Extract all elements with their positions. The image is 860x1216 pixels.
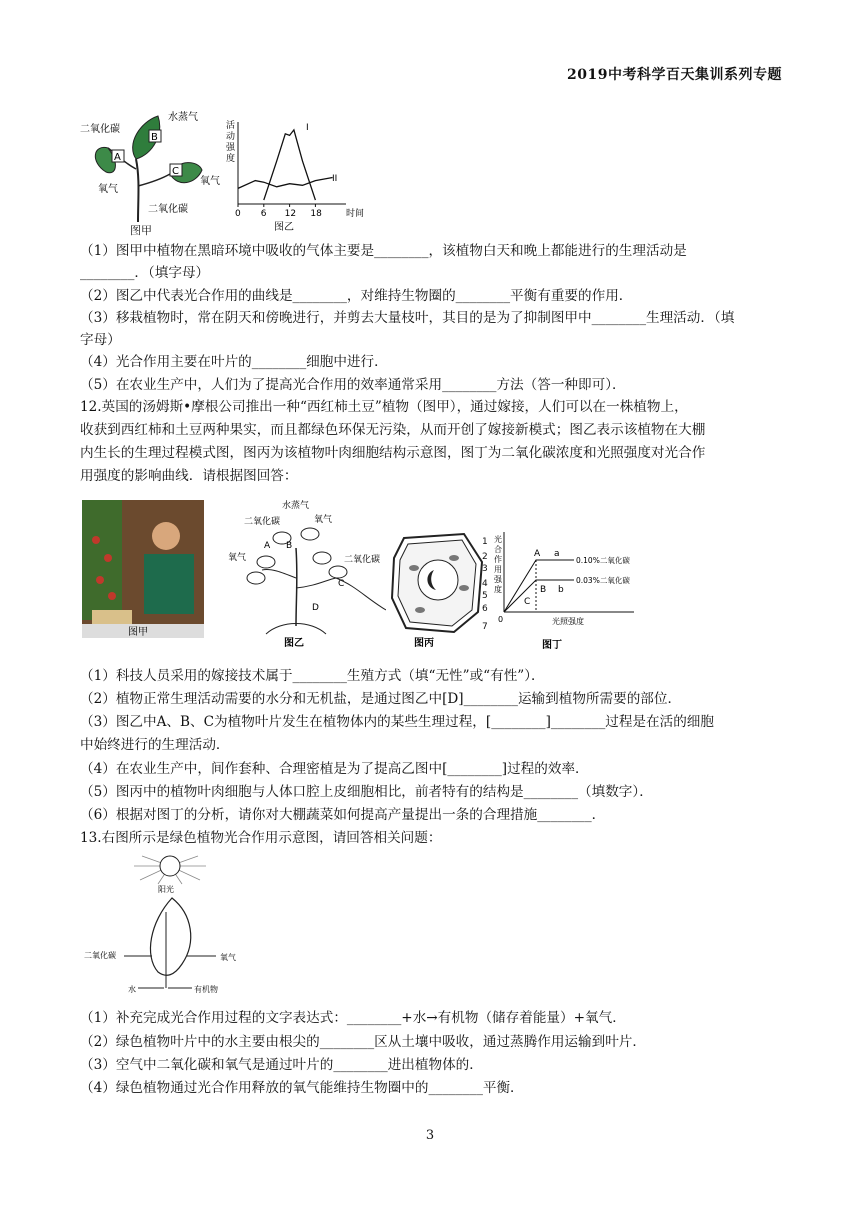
chart-caption: 图乙 [274, 222, 294, 233]
svg-text:氧气: 氧气 [98, 184, 118, 195]
svg-text:度: 度 [494, 585, 502, 594]
svg-text:B: B [286, 541, 293, 551]
figure-yi-plant-processes [226, 498, 386, 648]
q11-line: 字母） [80, 332, 121, 348]
figure-1-chart [222, 118, 382, 238]
svg-text:水: 水 [128, 985, 136, 994]
x-tick-label: 6 [260, 209, 267, 219]
series-label-II: II [332, 174, 338, 184]
q12-line: （6）根据对图丁的分析，请你对大棚蔬菜如何提高产量提出一条的合理措施________． [80, 807, 606, 823]
svg-text:D: D [312, 603, 319, 613]
svg-text:A: A [264, 541, 271, 551]
svg-text:光照强度: 光照强度 [552, 617, 584, 626]
svg-text:作: 作 [494, 555, 502, 564]
page-header: 2019中考科学百天集训系列专题 [567, 67, 782, 83]
svg-text:氧气: 氧气 [220, 953, 236, 962]
q12-line: 中始终进行的生理活动． [80, 737, 230, 753]
svg-text:用: 用 [494, 565, 502, 574]
svg-text:强: 强 [494, 575, 502, 584]
series-label-I: I [306, 123, 309, 133]
svg-text:二氧化碳: 二氧化碳 [344, 555, 381, 565]
svg-text:C: C [338, 579, 345, 589]
q11-line: （1）图甲中植物在黑暗环境中吸收的气体主要是________，该植物白天和晚上都能进行的生理活动是 [80, 243, 687, 259]
svg-text:图乙: 图乙 [284, 638, 304, 648]
svg-text:水蒸气: 水蒸气 [168, 112, 198, 123]
q12-line: （2）植物正常生理活动需要的水分和无机盐，是通过图乙中[D]________运输到植物所需要的部位． [80, 691, 682, 707]
q12-line: （1）科技人员采用的嫁接技术属于________生殖方式（填“无性”或“有性”）． [80, 668, 545, 684]
svg-text:氧气: 氧气 [200, 176, 220, 187]
svg-text:二氧化碳: 二氧化碳 [84, 951, 116, 960]
q11-line: （4）光合作用主要在叶片的________细胞中进行． [80, 354, 388, 370]
photo-tomato-potato-plant [82, 500, 204, 638]
q13-line: （2）绿色植物叶片中的水主要由根尖的________区从土壤中吸收，通过蒸腾作用运输到叶片． [80, 1034, 646, 1050]
svg-text:图丙: 图丙 [414, 638, 434, 649]
figure-ding-chart [494, 528, 654, 654]
q12-line: （4）在农业生产中，间作套种、合理密植是为了提高乙图中[________]过程的效率． [80, 761, 589, 777]
series-line-II [238, 178, 333, 189]
svg-text:C: C [524, 597, 531, 607]
page-number: 3 [425, 1128, 435, 1143]
svg-text:合: 合 [494, 545, 502, 554]
svg-text:B: B [540, 585, 547, 595]
chart-ylabel-4: 度 [226, 154, 236, 164]
x-tick-label: 0 [235, 209, 241, 219]
q12-line: （5）图丙中的植物叶肉细胞与人体口腔上皮细胞相比，前者特有的结构是________（填数字）． [80, 784, 653, 800]
q11-line: （2）图乙中代表光合作用的曲线是________，对维持生物圈的________平衡有重要的作用． [80, 288, 633, 304]
q13-line: （3）空气中二氧化碳和氧气是通过叶片的________进出植物体的． [80, 1057, 483, 1073]
svg-text:A: A [114, 152, 121, 163]
svg-text:0.03%二氧化碳: 0.03%二氧化碳 [576, 576, 630, 585]
svg-text:二氧化碳: 二氧化碳 [80, 124, 120, 135]
chart-ylabel-3: 强 [226, 143, 236, 153]
q11-line: ________．（填字母） [80, 265, 210, 281]
q12-intro-line: 收获到西红柿和土豆两种果实，而且都绿色环保无污染，从而开创了嫁接新模式；图乙表示该植物在大棚 [80, 422, 706, 438]
svg-text:图丁: 图丁 [542, 640, 562, 651]
chart-ylabel-1: 活 [226, 121, 236, 131]
svg-text:阳光: 阳光 [158, 885, 174, 894]
series-line-I [264, 130, 316, 200]
svg-text:光: 光 [494, 535, 502, 544]
figure-1-plant [78, 104, 228, 232]
cell-number-labels: 1 2 3 4 5 6 7 [482, 537, 488, 632]
figure-bing-leaf-cell [384, 528, 494, 650]
svg-text:氧气: 氧气 [228, 553, 247, 563]
svg-text:a: a [554, 549, 560, 559]
q12-intro-line: 12.英国的汤姆斯•摩根公司推出一种“西红柿土豆”植物（图甲），通过嫁接，人们可以在一株植物上， [80, 399, 688, 415]
q12-line: （3）图乙中A、B、C为植物叶片发生在植物体内的某些生理过程，[________]________过程是在活的细胞 [80, 714, 714, 730]
svg-text:有机物: 有机物 [194, 985, 218, 994]
svg-text:图甲: 图甲 [128, 627, 148, 638]
svg-text:二氧化碳: 二氧化碳 [244, 517, 281, 527]
chart-ylabel-2: 动 [226, 132, 236, 142]
svg-text:氧气: 氧气 [314, 515, 333, 525]
svg-text:B: B [151, 132, 158, 143]
q13-line: （1）补充完成光合作用过程的文字表达式：________+水→有机物（储存着能量）+氧气． [80, 1010, 626, 1026]
caption-fig-jia: 图甲 [130, 224, 152, 237]
figure-photosynthesis-leaf [82, 852, 262, 998]
q12-intro-line: 用强度的影响曲线．请根据图回答： [80, 468, 298, 484]
q11-line: （3）移栽植物时，常在阴天和傍晚进行，并剪去大量枝叶，其目的是为了抑制图甲中________生理活动．（填 [80, 310, 735, 326]
q11-line: （5）在农业生产中，人们为了提高光合作用的效率通常采用________方法（答一种即可）． [80, 377, 626, 393]
x-tick-label: 18 [310, 209, 322, 219]
chart-xlabel: 时间 [346, 209, 365, 219]
q13-intro: 13.右图所示是绿色植物光合作用示意图，请回答相关问题： [80, 830, 442, 846]
svg-text:C: C [172, 166, 179, 177]
svg-text:二氧化碳: 二氧化碳 [148, 204, 188, 215]
svg-text:A: A [534, 549, 541, 559]
q13-line: （4）绿色植物通过光合作用释放的氧气能维持生物圈中的________平衡． [80, 1080, 524, 1096]
q12-intro-line: 内生长的生理过程模式图，图丙为该植物叶肉细胞结构示意图，图丁为二氧化碳浓度和光照强度对光合作 [80, 445, 706, 461]
svg-text:水蒸气: 水蒸气 [282, 501, 310, 511]
svg-text:0.10%二氧化碳: 0.10%二氧化碳 [576, 556, 630, 565]
svg-text:0: 0 [498, 615, 504, 624]
svg-text:b: b [558, 585, 564, 595]
x-tick-label: 12 [284, 209, 297, 219]
